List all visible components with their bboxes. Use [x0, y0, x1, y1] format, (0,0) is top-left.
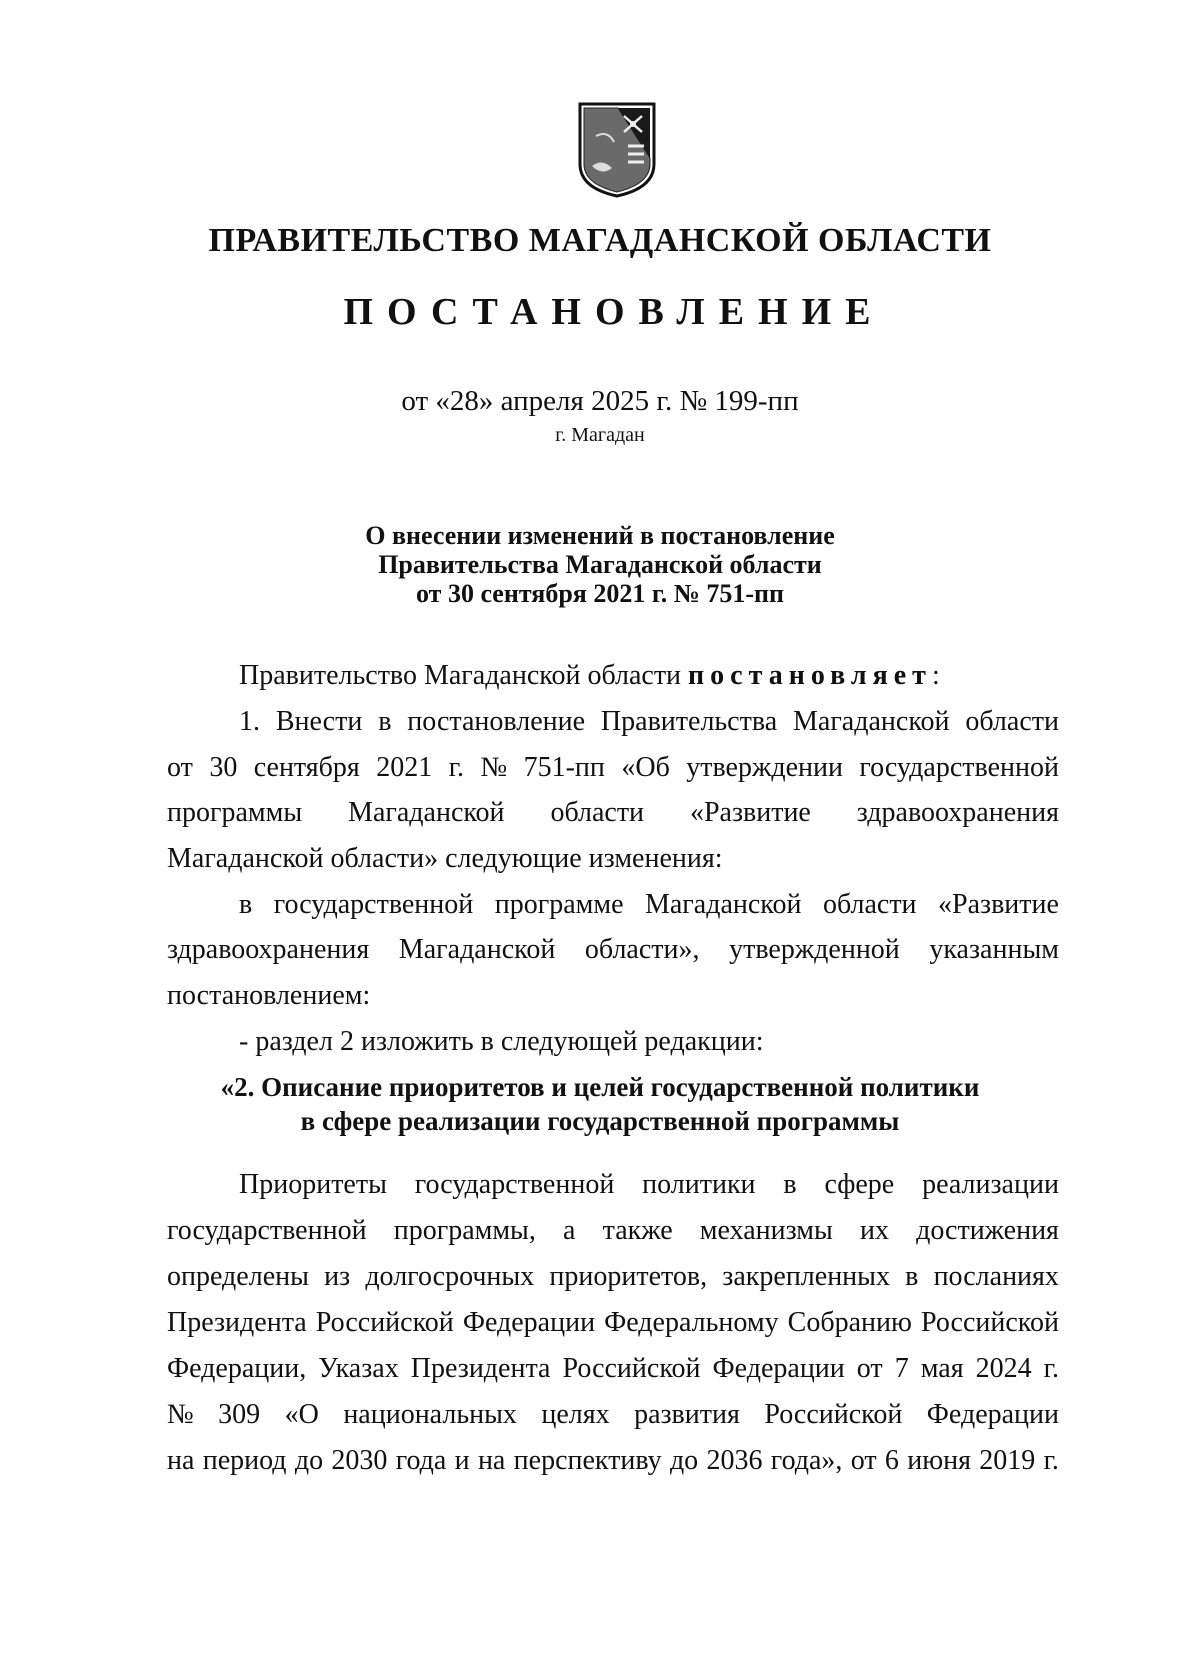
word: мая	[920, 1353, 964, 1384]
word: определены	[167, 1261, 309, 1292]
word: Федерации	[926, 1399, 1059, 1430]
word: июня	[907, 1445, 971, 1476]
word: в	[783, 1169, 797, 1200]
word: утвержденной	[729, 934, 900, 965]
word: г.	[1043, 1353, 1059, 1384]
word: государственной	[859, 752, 1059, 783]
word: «Развитие	[689, 797, 811, 828]
word: в	[378, 706, 392, 737]
word: на	[477, 1445, 506, 1476]
paragraph-line	[239, 706, 1059, 738]
word: г.	[448, 752, 465, 783]
word: Внести	[275, 706, 363, 737]
word: от	[850, 1445, 877, 1476]
section-heading-line: в сфере реализации государственной программы	[300, 1106, 900, 1136]
word: года»,	[770, 1445, 843, 1476]
paragraph-line	[167, 934, 1059, 966]
word: программы,	[393, 1215, 536, 1246]
word: сфере	[824, 1169, 895, 1200]
word: Президента	[410, 1353, 551, 1384]
magadan-region-coat-of-arms-icon	[578, 102, 656, 198]
word: Собранию	[787, 1307, 912, 1338]
word: здравоохранения	[167, 934, 370, 965]
word: программы	[167, 797, 303, 828]
word: Магаданской	[644, 889, 802, 920]
section-heading	[0, 1070, 1200, 1138]
subject-line: Правительства Магаданской области	[378, 550, 822, 579]
word: Президента	[167, 1307, 307, 1338]
word: и	[454, 1445, 470, 1476]
word: Указах	[318, 1353, 399, 1384]
paragraph-line: - раздел 2 изложить в следующей редакции:	[239, 1026, 764, 1057]
word: Правительства	[600, 706, 778, 737]
government-name: ПРАВИТЕЛЬСТВО МАГАДАНСКОЙ ОБЛАСТИ	[208, 222, 992, 259]
word: 2024	[975, 1353, 1032, 1384]
word: в	[905, 1261, 919, 1292]
word: механизмы	[699, 1215, 833, 1246]
word: их	[859, 1215, 889, 1246]
word: Федерации,	[167, 1353, 307, 1384]
word: Магаданской	[348, 797, 505, 828]
paragraph-line	[239, 1169, 1059, 1201]
paragraph-line: постановлением:	[167, 980, 371, 1011]
word: «Об	[621, 752, 670, 783]
word: Федерации	[712, 1353, 845, 1384]
word: Российской	[562, 1353, 701, 1384]
word: приоритетов,	[549, 1261, 708, 1292]
word: посланиях	[933, 1261, 1059, 1292]
paragraph-line	[167, 752, 1059, 784]
document-subject	[0, 521, 1200, 608]
word: г.	[1043, 1445, 1059, 1476]
paragraph-line	[239, 889, 1059, 921]
subject-line: О внесении изменений в постановление	[365, 521, 835, 550]
word: 1.	[239, 706, 260, 737]
word: 2036	[706, 1445, 763, 1476]
word: реализации	[922, 1169, 1059, 1200]
decree-intro	[239, 660, 940, 692]
word: области»,	[584, 934, 700, 965]
word: 30	[209, 752, 238, 783]
word: Российской	[764, 1399, 903, 1430]
section-heading-line: «2. Описание приоритетов и целей государственной политики	[220, 1072, 980, 1102]
word: из	[324, 1261, 351, 1292]
paragraph-line: Магаданской области» следующие изменения:	[167, 843, 723, 874]
word: перспективу	[513, 1445, 662, 1476]
paragraph-line	[167, 1215, 1059, 1247]
word: указанным	[929, 934, 1059, 965]
word: года	[395, 1445, 447, 1476]
word: 751-пп	[523, 752, 605, 783]
word: государственной	[273, 889, 474, 920]
word: №	[480, 752, 508, 783]
word: целях	[541, 1399, 610, 1430]
word: «О	[284, 1399, 319, 1430]
word: на	[167, 1445, 195, 1476]
word: 6	[884, 1445, 899, 1476]
decree-intro-prefix: Правительство Магаданской области	[239, 660, 682, 691]
word: 309	[218, 1399, 261, 1430]
word: а	[563, 1215, 576, 1246]
word: также	[602, 1215, 673, 1246]
word: 2030	[331, 1445, 388, 1476]
word: от	[167, 752, 193, 783]
document-type-title: ПОСТАНОВЛЕНИЕ	[343, 291, 885, 333]
word: государственной	[414, 1169, 615, 1200]
word: 2021	[376, 752, 433, 783]
paragraph-line	[167, 1261, 1059, 1293]
decree-intro-suffix: :	[931, 660, 940, 691]
document-city: г. Магадан	[555, 424, 645, 446]
word: Магаданской	[398, 934, 556, 965]
word: области	[965, 706, 1059, 737]
paragraph-line	[167, 1445, 1059, 1477]
word: утверждении	[686, 752, 843, 783]
word: до	[669, 1445, 699, 1476]
word: период	[202, 1445, 287, 1476]
word: области	[550, 797, 645, 828]
word: №	[167, 1399, 194, 1430]
word: до	[294, 1445, 324, 1476]
word: «Развитие	[938, 889, 1059, 920]
document-date-number: от «28» апреля 2025 г. № 199-пп	[401, 385, 799, 417]
paragraph-line	[167, 1353, 1059, 1385]
paragraph-line	[167, 1307, 1059, 1339]
word: Магаданской	[793, 706, 950, 737]
paragraph-line	[167, 797, 1059, 829]
decree-intro-verb: постановляет	[688, 660, 932, 691]
word: развития	[634, 1399, 740, 1430]
word: государственной	[167, 1215, 367, 1246]
word: Приоритеты	[239, 1169, 387, 1200]
word: достижения	[916, 1215, 1059, 1246]
word: политики	[642, 1169, 756, 1200]
word: Федерации	[462, 1307, 596, 1338]
word: 7	[894, 1353, 909, 1384]
subject-line: от 30 сентября 2021 г. № 751-пп	[416, 579, 784, 608]
word: закрепленных	[722, 1261, 890, 1292]
word: национальных	[343, 1399, 517, 1430]
word: 2019	[979, 1445, 1036, 1476]
word: сентября	[253, 752, 360, 783]
word: области	[822, 889, 917, 920]
paragraph-line	[167, 1399, 1059, 1431]
word: программе	[494, 889, 624, 920]
word: от	[856, 1353, 883, 1384]
word: Российской	[315, 1307, 454, 1338]
word: долгосрочных	[365, 1261, 535, 1292]
word: здравоохранения	[856, 797, 1059, 828]
word: Федеральному	[604, 1307, 779, 1338]
word: постановление	[407, 706, 586, 737]
word: в	[239, 889, 253, 920]
word: Российской	[920, 1307, 1059, 1338]
